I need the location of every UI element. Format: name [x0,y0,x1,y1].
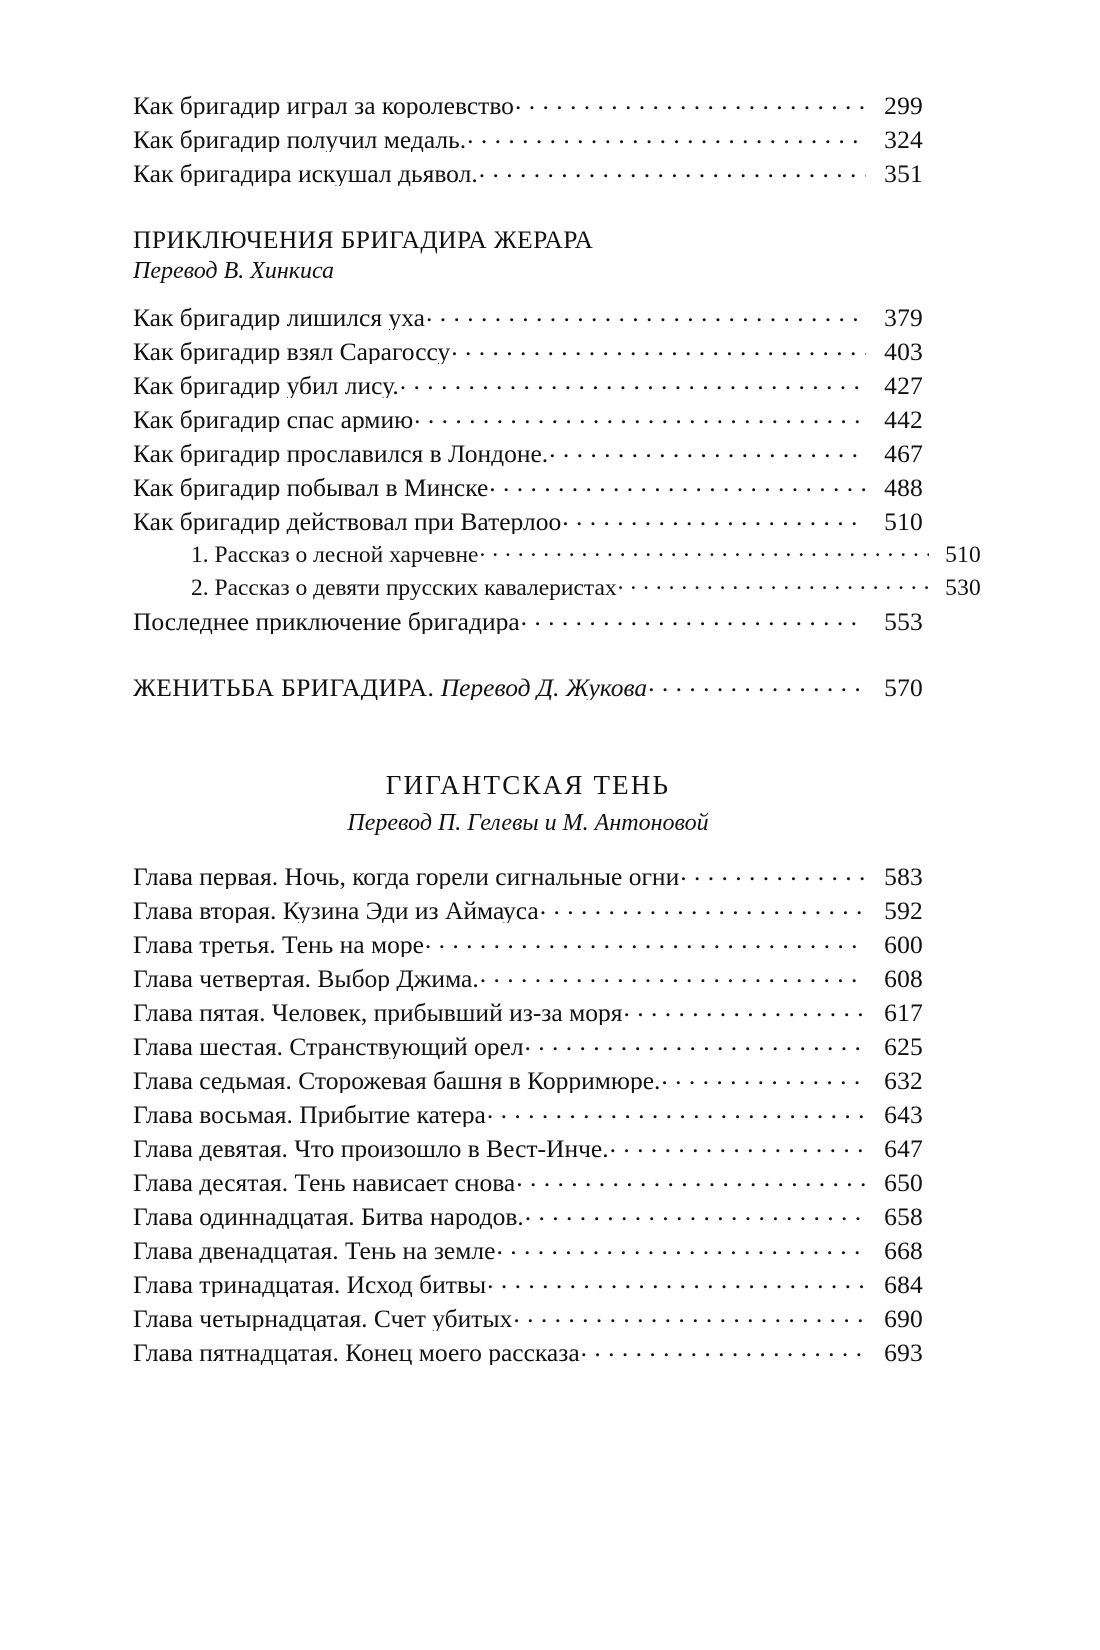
toc-subentry-title: 2. Рассказ о девяти прусских кавалеристах [191,576,617,601]
toc-entry-page: 488 [884,472,923,502]
wedding-title-caps: ЖЕНИТЬБА БРИГАДИРА. [133,674,435,701]
toc-entry-page: 510 [884,506,923,536]
toc-entry-wedding[interactable] [133,670,923,704]
toc-leader-dots [496,1233,866,1259]
toc-entry[interactable] [133,1165,923,1199]
toc-entry-page: 684 [884,1269,923,1299]
toc-leader-dots [521,604,866,630]
toc-leader-dots [414,402,866,428]
toc-entry-title: Глава четырнадцатая. Счет убитых [133,1305,513,1332]
toc-entry-title: Глава пятнадцатая. Конец моего рассказа [133,1339,580,1366]
toc-entry-title: Глава девятая. Что произошло в Вест-Инче. [133,1135,609,1162]
toc-leader-dots [515,88,866,114]
toc-leader-dots [581,1335,871,1361]
section-title-shadow: ГИГАНТСКАЯ ТЕНЬ [385,770,671,801]
toc-entry-page: 403 [884,336,923,366]
toc-subentry-title: 1. Рассказ о лесной харчевне [191,543,479,568]
toc-entry[interactable] [133,1199,923,1233]
toc-entry[interactable] [133,156,923,190]
toc-entry[interactable] [133,995,923,1029]
toc-entry-page: 625 [884,1031,923,1061]
toc-leader-dots [680,859,866,885]
toc-subentry-page: 510 [945,541,981,568]
toc-entry[interactable] [133,470,923,504]
toc-entry-page: 379 [884,302,923,332]
toc-entry-title: Глава десятая. Тень нависает снова [133,1169,516,1196]
toc-leader-dots [516,1165,866,1191]
toc-entry-page: 299 [884,90,923,120]
toc-entry[interactable] [133,1131,923,1165]
toc-entry-title: Последнее приключение бригадира [133,608,520,635]
toc-leader-dots [487,1097,866,1123]
toc-entry[interactable] [133,927,923,961]
toc-entry-title: Глава седьмая. Сторожевая башня в Корримюре. [133,1067,661,1094]
toc-entry-page: 583 [884,861,923,891]
toc-entry-page: 608 [884,963,923,993]
toc-entry-page: 658 [884,1201,923,1231]
toc-entry-title [133,675,647,701]
toc-leader-dots [479,156,866,182]
section-translator-gerard: Перевод В. Хинкиса [133,258,335,285]
toc-entry[interactable] [133,334,923,368]
toc-entry[interactable] [133,1335,923,1369]
toc-entry-title: Как бригадир действовал при Ватерлоо [133,508,562,535]
toc-entry[interactable] [133,1097,923,1131]
toc-entry-page: 690 [884,1303,923,1333]
toc-entry-page: 650 [884,1167,923,1197]
toc-group-gerard [133,300,981,638]
toc-entry-title: Как бригадир прославился в Лондоне. [133,440,549,467]
toc-entry[interactable] [133,300,923,334]
toc-leader-dots [623,995,866,1021]
toc-entry-page: 632 [884,1065,923,1095]
toc-subentry[interactable] [133,538,981,571]
toc-entry[interactable] [133,436,923,470]
toc-leader-dots [525,1199,866,1225]
toc-entry[interactable] [133,504,923,538]
toc-entry[interactable] [133,402,923,436]
toc-entry-page: 351 [884,158,923,188]
toc-entry[interactable] [133,893,923,927]
toc-leader-dots [610,1131,866,1157]
toc-leader-dots [425,927,866,953]
toc-leader-dots [525,1029,866,1055]
toc-group-shadow [133,859,923,1369]
toc-entry-title: Глава пятая. Человек, прибывший из-за моря [133,999,623,1026]
toc-leader-dots [540,893,866,919]
toc-leader-dots [618,571,929,595]
toc-entry-page: 617 [884,997,923,1027]
toc-entry-page: 324 [884,124,923,154]
toc-entry-title: Как бригадир лишился уха [133,304,425,331]
toc-entry-page: 427 [884,370,923,400]
toc-entry[interactable] [133,961,923,995]
toc-entry-page: 643 [884,1099,923,1129]
toc-leader-dots [513,1301,866,1327]
toc-group-top [133,88,923,190]
toc-entry-title: Как бригадир получил медаль. [133,126,467,152]
toc-entry-page: 668 [884,1235,923,1265]
section-translator-shadow: Перевод П. Гелевы и М. Антоновой [347,810,709,837]
toc-entry-title: Как бригадир спас армию [133,406,414,433]
toc-leader-dots [648,670,866,696]
toc-leader-dots [479,538,929,562]
toc-entry[interactable] [133,88,923,122]
toc-entry-page: 693 [884,1337,923,1367]
toc-entry-title: Как бригадир убил лису. [133,372,399,399]
toc-entry-title: Как бригадир взял Сарагоссу [133,338,451,365]
toc-entry-title: Глава третья. Тень на море [133,931,424,958]
toc-entry-page: 570 [884,672,923,702]
toc-leader-dots [661,1063,866,1089]
toc-entry-title: Как бригадир играл за королевство [133,92,514,118]
toc-entry-title: Глава тринадцатая. Исход битвы [133,1271,487,1298]
toc-entry-title: Глава первая. Ночь, когда горели сигнальные огни [133,863,680,890]
toc-entry-title: Глава вторая. Кузина Эди из Аймауса [133,897,539,924]
toc-leader-dots [426,300,866,326]
toc-content [133,88,981,1369]
toc-leader-dots [480,961,866,987]
section-heading-gerard: ПРИКЛЮЧЕНИЯ БРИГАДИРА ЖЕРАРА [133,225,594,254]
toc-entry[interactable] [133,1301,923,1335]
toc-entry-page: 592 [884,895,923,925]
toc-leader-dots [451,334,866,360]
toc-entry[interactable] [133,1063,923,1097]
toc-entry[interactable] [133,1267,923,1301]
toc-entry-title: Глава четвертая. Выбор Джима. [133,965,479,992]
wedding-translator: Перевод Д. Жукова [440,674,648,701]
toc-leader-dots [549,436,866,462]
toc-entry-page: 467 [884,438,923,468]
toc-leader-dots [467,122,866,148]
toc-leader-dots [487,1267,866,1293]
toc-subentry-page: 530 [945,574,981,601]
toc-entry[interactable] [133,122,923,156]
toc-leader-dots [489,470,866,496]
toc-entry[interactable] [133,1233,923,1267]
toc-entry-page: 553 [884,606,923,636]
toc-entry[interactable] [133,604,923,638]
toc-entry-title: Глава шестая. Странствующий орел [133,1033,524,1060]
toc-entry-page: 442 [884,404,923,434]
toc-subentry[interactable] [133,571,981,604]
toc-entry-title: Глава двенадцатая. Тень на земле [133,1237,496,1264]
toc-entry-title: Как бригадира искушал дьявол. [133,160,478,186]
toc-entry[interactable] [133,368,923,402]
toc-entry-page: 647 [884,1133,923,1163]
toc-leader-dots [400,368,866,394]
toc-entry-title: Глава восьмая. Прибытие катера [133,1101,486,1128]
toc-entry[interactable] [133,1029,923,1063]
toc-entry[interactable] [133,859,923,893]
toc-entry-title: Как бригадир побывал в Минске [133,474,489,501]
toc-entry-page: 600 [884,929,923,959]
toc-entry-title: Глава одиннадцатая. Битва народов. [133,1203,524,1230]
toc-leader-dots [562,504,866,530]
